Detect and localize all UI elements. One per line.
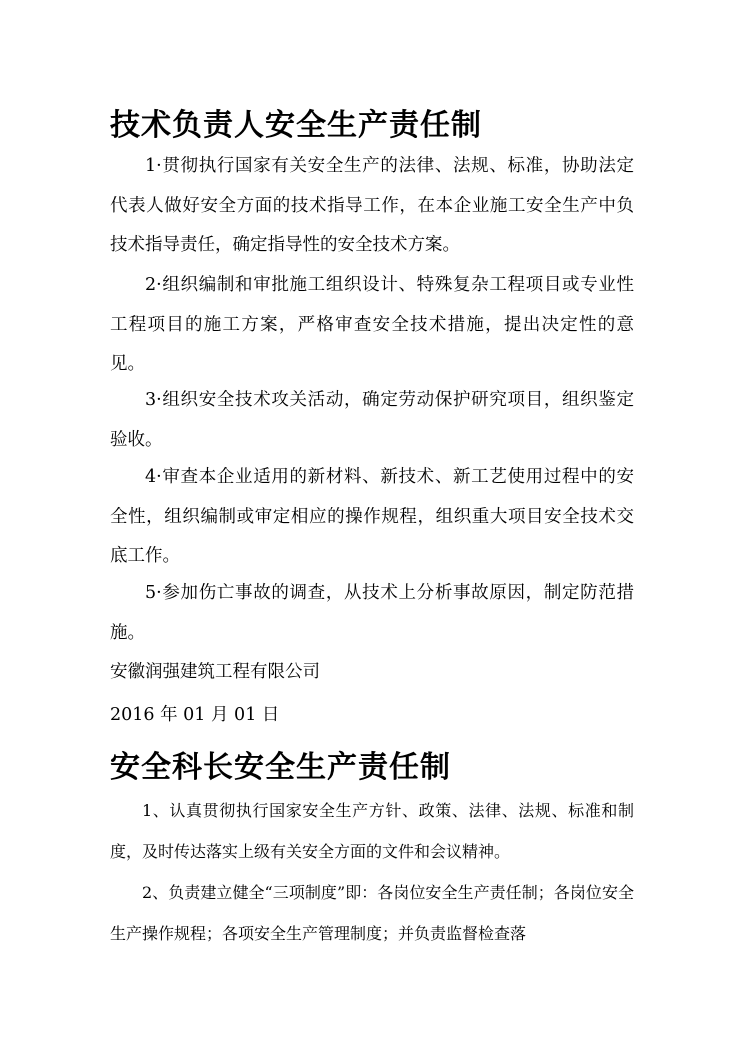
section2-item-1: 1、认真贯彻执行国家安全生产方针、政策、法律、法规、标准和制度，及时传达落实上级有关安全方面的文件和会议精神。 xyxy=(110,801,634,861)
company-name: 安徽润强建筑工程有限公司 xyxy=(110,662,320,682)
section2-item-2: 2、负责建立健全“三项制度”即：各岗位安全生产责任制；各岗位安全生产操作规程；各项安全生产管理制度；并负责监督检查落 xyxy=(110,883,634,943)
section1-item-4: 4·审查本企业适用的新材料、新技术、新工艺使用过程中的安全性，组织编制或审定相应的操作规程，组织重大项目安全技术交底工作。 xyxy=(110,467,634,566)
document-date: 2016 年 01 月 01 日 xyxy=(110,705,280,725)
section1-item-5: 5·参加伤亡事故的调查，从技术上分析事故原因，制定防范措施。 xyxy=(110,583,634,643)
section1-item-2: 2·组织编制和审批施工组织设计、特殊复杂工程项目或专业性工程项目的施工方案，严格审查安全技术措施，提出决定性的意见。 xyxy=(110,275,634,374)
section1-title: 技术负责人安全生产责任制 xyxy=(110,108,482,143)
section1-item-1: 1·贯彻执行国家有关安全生产的法律、法规、标准，协助法定代表人做好安全方面的技术指导工作，在本企业施工安全生产中负技术指导责任，确定指导性的安全技术方案。 xyxy=(110,156,634,255)
section2-title: 安全科长安全生产责任制 xyxy=(110,750,451,785)
section1-item-3: 3·组织安全技术攻关活动，确定劳动保护研究项目，组织鉴定验收。 xyxy=(110,390,634,450)
